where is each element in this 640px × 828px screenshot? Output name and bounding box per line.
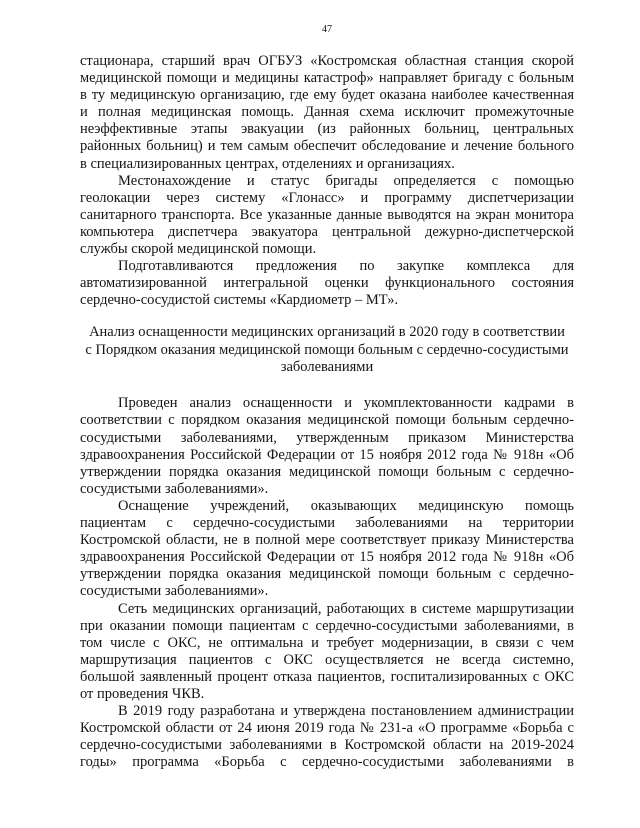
paragraph <box>80 601 574 704</box>
text-line: в специализированных центрах, отделениях и организациях. <box>80 155 455 172</box>
text-line: сердечно-сосудистой системы «Кардиометр – МТ». <box>80 292 399 309</box>
text-line: В 2019 году разработана и утверждена постановлением администрации <box>118 703 574 720</box>
heading-line: с Порядком оказания медицинской помощи больным с сердечно-сосудистыми <box>85 341 569 358</box>
text-line: Подготавливаются предложения по закупке комплекса для <box>118 258 574 275</box>
text-line: соответствии с порядком оказания медицинской помощи больным сердечно- <box>80 412 574 429</box>
text-line: сосудистыми заболеваниями, утвержденным приказом Министерства <box>80 429 574 446</box>
text-line: утверждении порядка оказания медицинской помощи больным с сердечно- <box>80 566 574 583</box>
text-line: неэффективные этапы эвакуации (из районных больниц, центральных <box>80 121 574 138</box>
text-line: сосудистыми заболеваниями». <box>80 480 269 497</box>
text-line: сердечно-сосудистыми заболеваниями в Костромской области на 2019-2024 <box>80 737 574 754</box>
text-line: компьютера диспетчера эвакуатора центральной дежурно-диспетчерской <box>80 223 574 240</box>
text-line: пациентам с сердечно-сосудистыми заболеваниями на территории <box>80 515 574 532</box>
text-line: сосудистыми заболеваниями». <box>80 583 269 600</box>
heading-line: заболеваниями <box>280 358 374 375</box>
text-line: санитарного транспорта. Все указанные данные выводятся на экран монитора <box>80 206 574 223</box>
text-line: районных больниц) и тем самым обеспечит обследование и лечение больного <box>80 138 574 155</box>
text-line: автоматизированной интегральной оценки функционального состояния <box>80 275 574 292</box>
text-line: и полная медицинская помощь. Данная схема исключит промежуточные <box>80 104 574 121</box>
text-line: Сеть медицинских организаций, работающих в системе маршрутизации <box>118 600 574 617</box>
text-line: большой заявленный процент отказа пациентов, госпитализированных с ОКС <box>80 668 574 685</box>
text-line: Местонахождение и статус бригады определяется с помощью <box>118 172 574 189</box>
page-number: 47 <box>322 24 332 35</box>
text-line: геолокации через систему «Глонасс» и программу диспетчеризации <box>80 189 574 206</box>
paragraph <box>80 498 574 601</box>
document-body <box>80 53 574 771</box>
text-line: Костромской области, не в полной мере соответствует приказу Министерства <box>80 532 574 549</box>
text-line: при оказании помощи пациентам с сердечно-сосудистыми заболеваниями, в <box>80 617 574 634</box>
text-line: от проведения ЧКВ. <box>80 685 205 702</box>
text-line: медицинской помощи и медицины катастроф» направляет бригаду с больным <box>80 70 574 87</box>
paragraph <box>80 703 574 771</box>
heading-line: Анализ оснащенности медицинских организаций в 2020 году в соответствии <box>89 324 565 341</box>
paragraph <box>80 173 574 258</box>
text-line: Проведен анализ оснащенности и укомплектованности кадрами в <box>118 395 574 412</box>
text-line: Оснащение учреждений, оказывающих медицинскую помощь <box>118 497 574 514</box>
text-line: здравоохранения Российской Федерации от 15 ноября 2012 года № 918н «Об <box>80 446 574 463</box>
text-line: том числе с ОКС, не оптимальна и требует модернизации, в связи с чем <box>80 634 574 651</box>
paragraph <box>80 395 574 498</box>
section-heading <box>80 324 574 375</box>
paragraph <box>80 258 574 309</box>
text-line: годы» программа «Борьба с сердечно-сосудистыми заболеваниями в <box>80 754 574 771</box>
text-line: стационара, старший врач ОГБУЗ «Костромская областная станция скорой <box>80 53 574 69</box>
text-line: здравоохранения Российской Федерации от 15 ноября 2012 года № 918н «Об <box>80 549 574 566</box>
text-line: в ту медицинскую организацию, где ему будет оказана наиболее качественная <box>80 87 574 104</box>
text-line: утверждении порядка оказания медицинской помощи больным с сердечно- <box>80 463 574 480</box>
paragraph <box>80 53 574 173</box>
text-line: Костромской области от 24 июня 2019 года № 231-а «О программе «Борьба с <box>80 720 574 737</box>
text-line: службы скорой медицинской помощи. <box>80 241 317 258</box>
text-line: маршрутизация пациентов с ОКС осуществляется не всегда системно, <box>80 651 574 668</box>
